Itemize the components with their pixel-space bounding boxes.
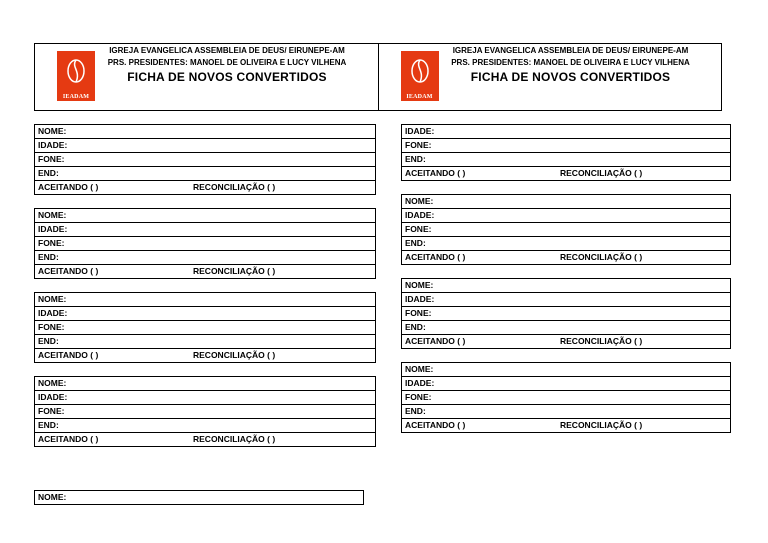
field-fone[interactable]: FONE: (35, 321, 375, 335)
ieadam-logo (57, 51, 95, 101)
aceitando-checkbox[interactable]: ACEITANDO ( ) (38, 182, 99, 192)
field-idade[interactable]: IDADE: (402, 209, 730, 223)
field-fone[interactable]: FONE: (402, 223, 730, 237)
form-title: FICHA DE NOVOS CONVERTIDOS (127, 70, 327, 84)
field-idade[interactable]: IDADE: (402, 377, 730, 391)
field-end[interactable]: END: (35, 167, 375, 181)
logo-text: IEADAM (406, 94, 433, 100)
aceitando-checkbox[interactable]: ACEITANDO ( ) (38, 266, 99, 276)
field-nome[interactable]: NOME: (402, 279, 730, 293)
field-status (35, 181, 375, 195)
field-fone[interactable]: FONE: (35, 237, 375, 251)
convert-card-partial (34, 490, 364, 505)
field-fone[interactable]: FONE: (402, 391, 730, 405)
convert-card (401, 194, 731, 265)
reconciliacao-checkbox[interactable]: RECONCILIAÇÃO ( ) (193, 434, 276, 444)
field-end[interactable]: END: (402, 153, 730, 167)
field-end[interactable]: END: (402, 237, 730, 251)
reconciliacao-checkbox[interactable]: RECONCILIAÇÃO ( ) (560, 336, 643, 346)
aceitando-checkbox[interactable]: ACEITANDO ( ) (405, 168, 466, 178)
field-status (402, 335, 730, 349)
logo-text: IEADAM (62, 94, 90, 100)
field-idade[interactable]: IDADE: (35, 391, 375, 405)
reconciliacao-checkbox[interactable]: RECONCILIAÇÃO ( ) (193, 350, 276, 360)
header-right (378, 44, 722, 110)
field-nome[interactable]: NOME: (35, 125, 375, 139)
convert-card (401, 278, 731, 349)
field-status (35, 433, 375, 447)
form-header (34, 43, 722, 111)
field-status (35, 349, 375, 363)
church-name: IGREJA EVANGELICA ASSEMBLEIA DE DEUS/ EIRUNEPE-AM (109, 46, 345, 55)
field-end[interactable]: END: (35, 419, 375, 433)
aceitando-checkbox[interactable]: ACEITANDO ( ) (38, 434, 99, 444)
flame-icon (409, 57, 431, 85)
field-idade[interactable]: IDADE: (402, 125, 730, 139)
field-end[interactable]: END: (35, 251, 375, 265)
form-title: FICHA DE NOVOS CONVERTIDOS (470, 70, 671, 84)
convert-card (34, 376, 376, 447)
presidents-line: PRS. PRESIDENTES: MANOEL DE OLIVEIRA E LUCY VILHENA (451, 58, 690, 67)
field-status (402, 251, 730, 265)
field-idade[interactable]: IDADE: (402, 293, 730, 307)
convert-card (401, 362, 731, 433)
aceitando-checkbox[interactable]: ACEITANDO ( ) (38, 350, 99, 360)
field-status (35, 265, 375, 279)
field-status (402, 419, 730, 433)
field-fone[interactable]: FONE: (35, 405, 375, 419)
reconciliacao-checkbox[interactable]: RECONCILIAÇÃO ( ) (560, 420, 643, 430)
field-nome[interactable]: NOME: (402, 363, 730, 377)
field-idade[interactable]: IDADE: (35, 307, 375, 321)
convert-card (34, 292, 376, 363)
field-fone[interactable]: FONE: (402, 139, 730, 153)
church-name: IGREJA EVANGELICA ASSEMBLEIA DE DEUS/ EIRUNEPE-AM (452, 46, 689, 55)
aceitando-checkbox[interactable]: ACEITANDO ( ) (405, 420, 466, 430)
ieadam-logo (401, 51, 439, 101)
convert-card (34, 208, 376, 279)
aceitando-checkbox[interactable]: ACEITANDO ( ) (405, 336, 466, 346)
presidents-line: PRS. PRESIDENTES: MANOEL DE OLIVEIRA E LUCY VILHENA (107, 58, 347, 67)
convert-card (34, 124, 376, 195)
field-nome[interactable]: NOME: (35, 209, 375, 223)
field-idade[interactable]: IDADE: (35, 223, 375, 237)
reconciliacao-checkbox[interactable]: RECONCILIAÇÃO ( ) (193, 266, 276, 276)
field-end[interactable]: END: (35, 335, 375, 349)
field-fone[interactable]: FONE: (402, 307, 730, 321)
reconciliacao-checkbox[interactable]: RECONCILIAÇÃO ( ) (193, 182, 276, 192)
field-idade[interactable]: IDADE: (35, 139, 375, 153)
field-end[interactable]: END: (402, 321, 730, 335)
field-end[interactable]: END: (402, 405, 730, 419)
convert-card-partial (401, 124, 731, 181)
field-nome[interactable]: NOME: (38, 492, 67, 502)
field-nome[interactable]: NOME: (402, 195, 730, 209)
reconciliacao-checkbox[interactable]: RECONCILIAÇÃO ( ) (560, 252, 643, 262)
field-status (402, 167, 730, 181)
aceitando-checkbox[interactable]: ACEITANDO ( ) (405, 252, 466, 262)
field-nome[interactable]: NOME: (35, 293, 375, 307)
flame-icon (65, 57, 87, 85)
header-left (35, 44, 378, 110)
field-nome[interactable]: NOME: (35, 377, 375, 391)
reconciliacao-checkbox[interactable]: RECONCILIAÇÃO ( ) (560, 168, 643, 178)
field-fone[interactable]: FONE: (35, 153, 375, 167)
